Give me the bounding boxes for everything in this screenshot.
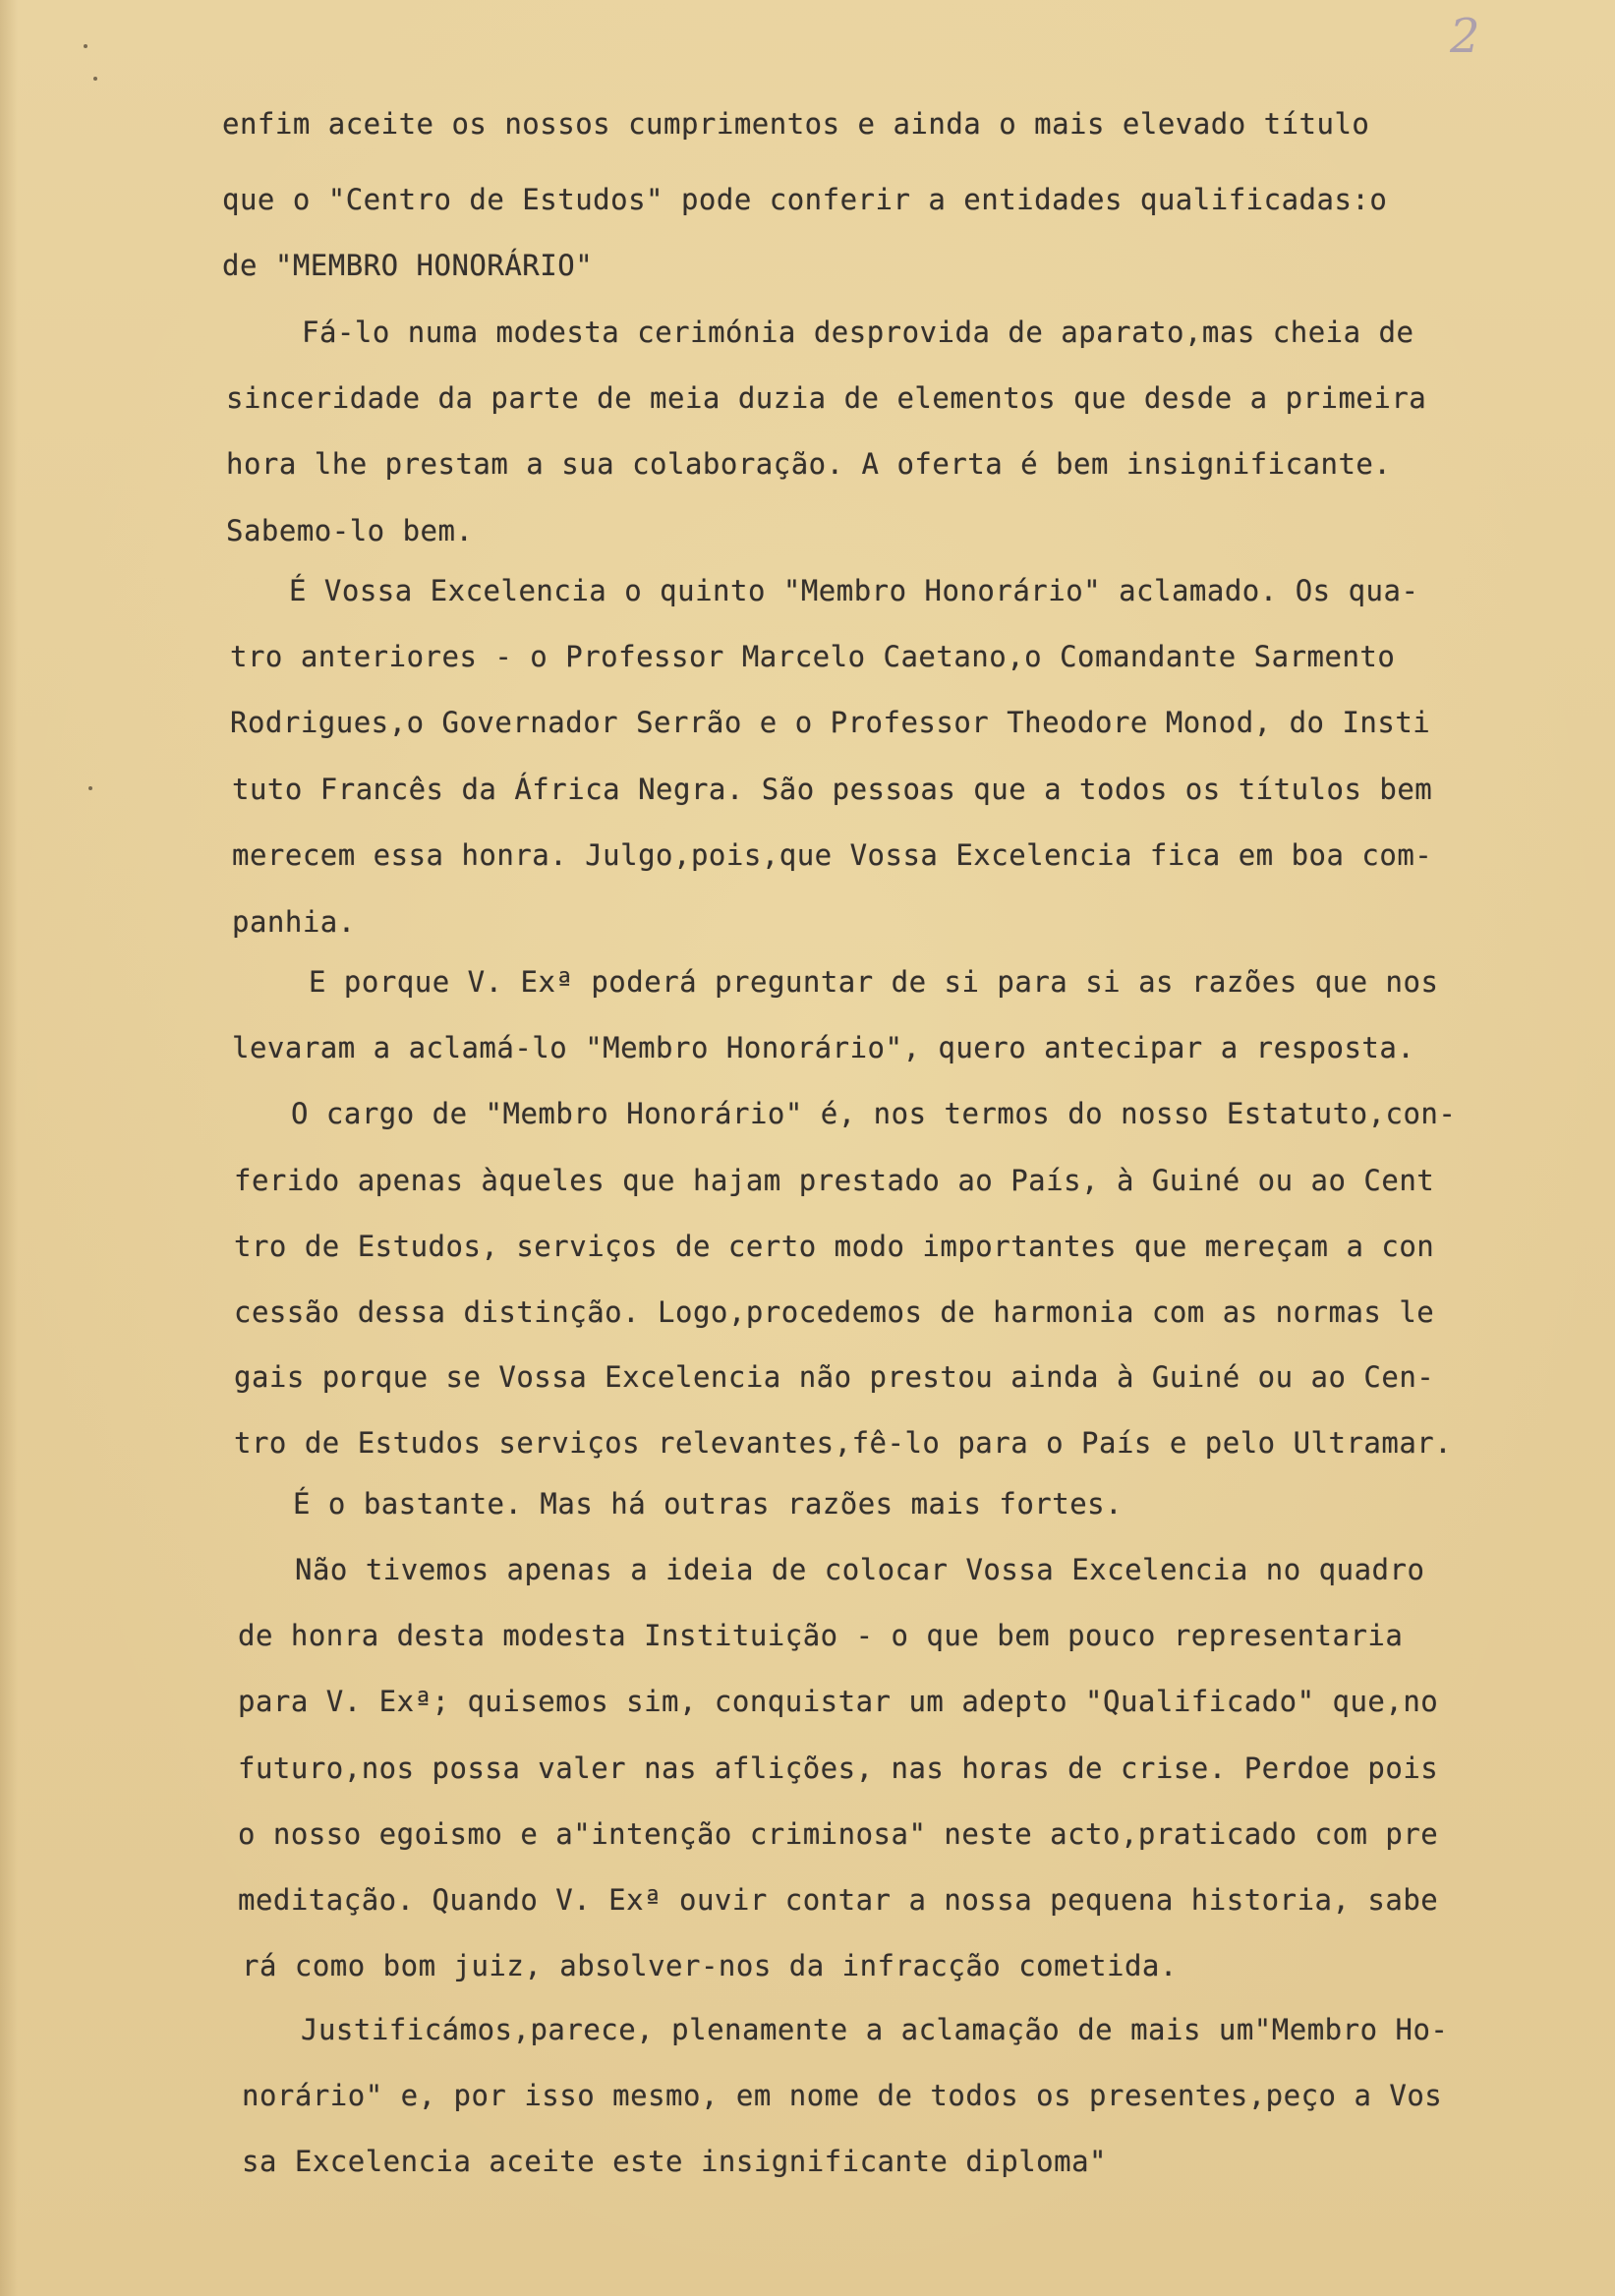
text-line: E porque V. Exª poderá preguntar de si para si as razões que nos xyxy=(309,965,1439,999)
text-line: ferido apenas àqueles que hajam prestado ao País, à Guiné ou ao Cent xyxy=(234,1164,1435,1197)
text-line: O cargo de "Membro Honorário" é, nos termos do nosso Estatuto,con- xyxy=(291,1097,1457,1130)
ink-speck xyxy=(93,77,97,81)
text-line: Justificámos,parece, plenamente a aclamação de mais um"Membro Ho- xyxy=(301,2013,1449,2046)
text-line: enfim aceite os nossos cumprimentos e ainda o mais elevado título xyxy=(222,107,1370,141)
text-line: Fá-lo numa modesta cerimónia desprovida de aparato,mas cheia de xyxy=(302,316,1414,349)
text-line: Sabemo-lo bem. xyxy=(226,514,474,547)
text-line: tuto Francês da África Negra. São pessoas que a todos os títulos bem xyxy=(232,773,1433,806)
text-line: panhia. xyxy=(232,905,356,939)
text-line: para V. Exª; quisemos sim, conquistar um adepto "Qualificado" que,no xyxy=(238,1685,1439,1718)
text-line: merecem essa honra. Julgo,pois,que Vossa Excelencia fica em boa com- xyxy=(232,838,1433,872)
text-line: Rodrigues,o Governador Serrão e o Professor Theodore Monod, do Insti xyxy=(230,706,1431,739)
text-line: tro de Estudos serviços relevantes,fê-lo para o País e pelo Ultramar. xyxy=(234,1426,1453,1460)
text-line: norário" e, por isso mesmo, em nome de todos os presentes,peço a Vos xyxy=(242,2079,1443,2112)
text-line: levaram a aclamá-lo "Membro Honorário", quero antecipar a resposta. xyxy=(232,1031,1415,1064)
text-line: É o bastante. Mas há outras razões mais fortes. xyxy=(293,1487,1124,1521)
text-line: sinceridade da parte de meia duzia de elementos que desde a primeira xyxy=(226,381,1427,415)
page-edge-shadow xyxy=(0,0,18,2296)
text-line: que o "Centro de Estudos" pode conferir a entidades qualificadas:o xyxy=(222,183,1388,216)
ink-speck xyxy=(88,786,92,790)
ink-speck xyxy=(84,44,87,48)
text-line: de honra desta modesta Instituição - o que bem pouco representaria xyxy=(238,1619,1404,1652)
text-line: cessão dessa distinção. Logo,procedemos de harmonia com as normas le xyxy=(234,1295,1435,1329)
page-number: 2 xyxy=(1450,9,1480,64)
text-line: o nosso egoismo e a"intenção criminosa" neste acto,praticado com pre xyxy=(238,1817,1439,1851)
text-line: rá como bom juiz, absolver-nos da infracção cometida. xyxy=(242,1949,1178,1982)
text-line: Não tivemos apenas a ideia de colocar Vossa Excelencia no quadro xyxy=(295,1553,1425,1586)
text-line: gais porque se Vossa Excelencia não prestou ainda à Guiné ou ao Cen- xyxy=(234,1360,1435,1394)
text-line: tro de Estudos, serviços de certo modo importantes que mereçam a con xyxy=(234,1230,1435,1263)
text-line: hora lhe prestam a sua colaboração. A oferta é bem insignificante. xyxy=(226,447,1392,481)
text-line: de "MEMBRO HONORÁRIO" xyxy=(222,249,594,282)
text-line: sa Excelencia aceite este insignificante diploma" xyxy=(242,2145,1108,2178)
text-line: meditação. Quando V. Exª ouvir contar a nossa pequena historia, sabe xyxy=(238,1883,1439,1917)
text-line: tro anteriores - o Professor Marcelo Caetano,o Comandante Sarmento xyxy=(230,640,1396,673)
text-line: futuro,nos possa valer nas aflições, nas horas de crise. Perdoe pois xyxy=(238,1751,1439,1785)
text-line: É Vossa Excelencia o quinto "Membro Honorário" aclamado. Os qua- xyxy=(289,574,1419,607)
